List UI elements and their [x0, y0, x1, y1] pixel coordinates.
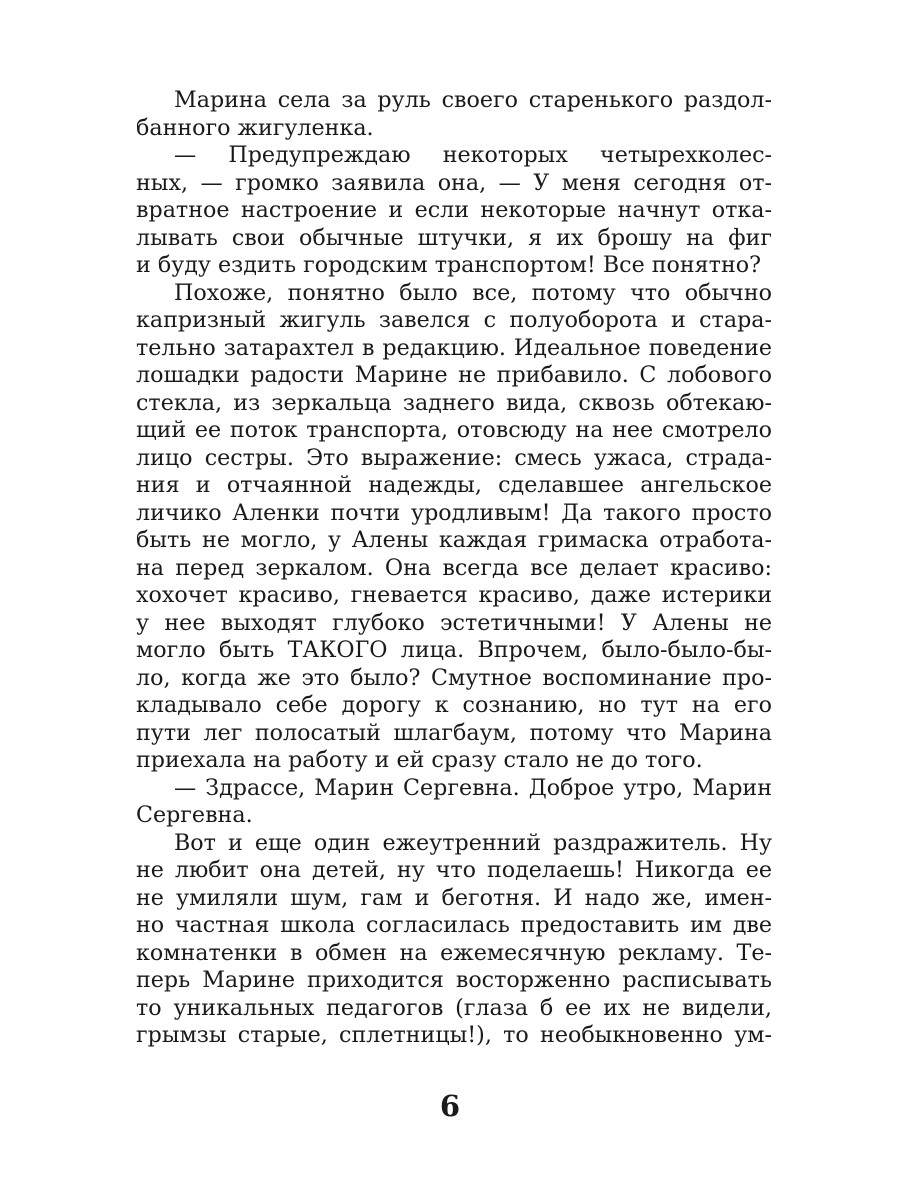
text-line: пути лег полосатый шлагбаум, потому что Марина [136, 719, 772, 746]
text-line: лошадки радости Марине не прибавило. С лобового [136, 362, 772, 388]
text-line: лицо сестры. Это выражение: смесь ужаса, страда- [136, 444, 772, 471]
text-line: Похоже, понятно было все, потому что обычно [174, 279, 772, 306]
body-text [136, 87, 772, 1050]
text-line: приехала на работу и ей сразу стало не до того. [136, 747, 703, 773]
text-line: но частная школа согласилась предоставить им две [136, 912, 772, 938]
text-line: не любит она детей, ну что поделаешь! Никогда ее [136, 857, 772, 883]
text-line: Сергевна. [136, 802, 253, 828]
page-number: 6 [439, 1089, 461, 1123]
text-line: личико Аленки почти уродливым! Да такого просто [136, 499, 772, 526]
text-line: капризный жигуль завелся с полуоборота и стара- [136, 307, 772, 333]
text-line: комнатенки в обмен на ежемесячную рекламу. Те- [136, 939, 772, 966]
text-line: банного жигуленка. [136, 114, 374, 141]
text-line: на перед зеркалом. Она всегда все делает красиво: [136, 554, 772, 581]
text-line: перь Марине приходится восторженно расписывать [136, 967, 772, 993]
text-line: тельно затарахтел в редакцию. Идеальное поведение [136, 334, 772, 361]
text-line: могло быть ТАКОГО лица. Впрочем, было-было-бы- [136, 637, 772, 663]
text-line: у нее выходят глубоко эстетичными! У Алены не [136, 609, 772, 636]
text-line: — Предупреждаю некоторых четырехколес- [174, 142, 772, 168]
text-line: хохочет красиво, гневается красиво, даже истерики [136, 582, 772, 608]
text-line: то уникальных педагогов (глаза б ее их не видели, [136, 994, 772, 1021]
text-line: вратное настроение и если некоторые начнут отка- [136, 197, 772, 223]
text-line: щий ее поток транспорта, отовсюду на нее смотрело [136, 417, 772, 443]
text-line: — Здрассе, Марин Сергевна. Доброе утро, Марин [174, 774, 772, 801]
text-line: ных, — громко заявила она, — У меня сегодня от- [136, 169, 772, 196]
text-line: стекла, из зеркальца заднего вида, сквозь обтекаю- [136, 389, 772, 416]
text-line: ния и отчаянной надежды, сделавшее ангельское [136, 472, 772, 498]
text-line: лывать свои обычные штучки, я их брошу на фиг [136, 224, 772, 251]
text-line: Марина села за руль своего старенького раздол- [174, 87, 772, 113]
text-line: кладывало себе дорогу к сознанию, но тут на его [136, 692, 772, 718]
text-line: Вот и еще один ежеутренний раздражитель. Ну [174, 829, 772, 856]
text-line: грымзы старые, сплетницы!), то необыкновенно ум- [136, 1022, 772, 1048]
text-line: и буду ездить городским транспортом! Все понятно? [136, 252, 761, 278]
text-line: не умиляли шум, гам и беготня. И надо же, имен- [136, 884, 772, 911]
text-line: быть не могло, у Алены каждая гримаска отработа- [136, 527, 772, 553]
text-line: ло, когда же это было? Смутное воспоминание про- [136, 664, 772, 691]
